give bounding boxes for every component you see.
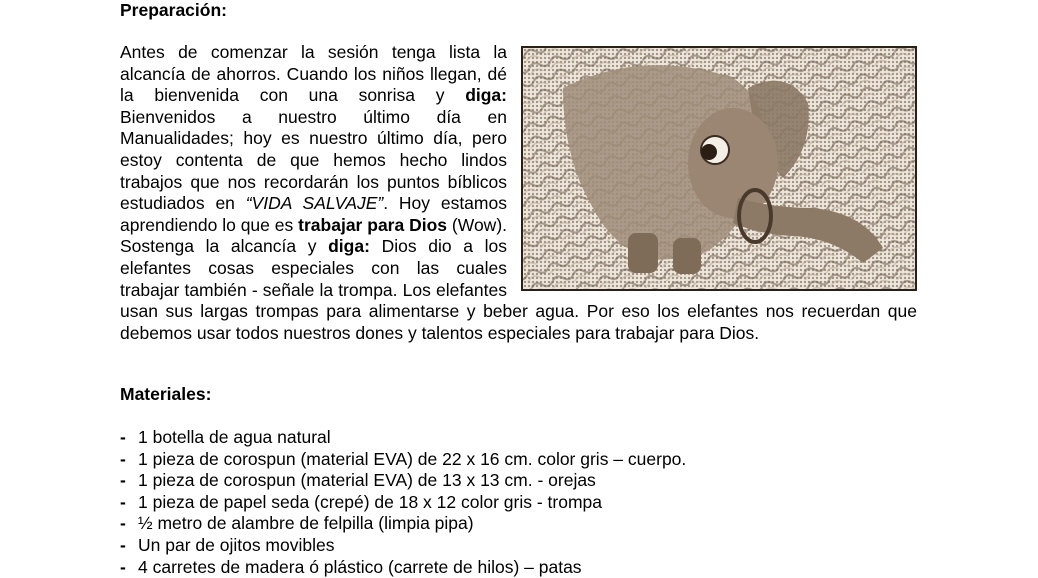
list-item xyxy=(120,427,686,449)
list-item-text: 1 botella de agua natural xyxy=(138,427,331,447)
list-item-text: ½ metro de alambre de felpilla (limpia pipa) xyxy=(138,513,474,534)
para-seg-italic: “VIDA SALVAJE” xyxy=(245,193,384,214)
list-bullet: - xyxy=(120,470,126,491)
preparacion-paragraph xyxy=(120,42,917,344)
materiales-list xyxy=(120,427,686,578)
para-seg: (Wow). Sostenga la alcancía y xyxy=(120,214,508,257)
para-seg: Dios dio a los elefantes cosas especiales con las cuales trabajar también - señale la trompa. Los elefantes usan sus largas trompas para alimentarse y beber agua. Por eso los elefantes nos recuerdan que debemos usar todos nuestros dones y talentos especiales para trabajar para Dios. xyxy=(120,236,917,343)
list-item xyxy=(120,513,686,535)
list-item-text: 1 pieza de corospun (material EVA) de 13 x 13 cm. - orejas xyxy=(138,470,596,491)
list-item-text: 1 pieza de papel seda (crepé) de 18 x 12 color gris - trompa xyxy=(138,491,603,512)
preparacion-heading: Preparación: xyxy=(120,0,227,20)
list-bullet: - xyxy=(120,427,126,447)
list-bullet: - xyxy=(120,513,126,534)
materiales-heading: Materiales: xyxy=(120,384,212,404)
para-seg: Bienvenidos a nuestro último día en Manualidades; hoy es nuestro último día, pero estoy contenta de que hemos hecho lindos trabajos que nos recordarán los puntos bíblicos estudiados en xyxy=(120,106,507,214)
elephant-bank-photo xyxy=(521,46,917,291)
list-item xyxy=(120,557,686,578)
list-item xyxy=(120,470,686,492)
para-seg-bold: diga: xyxy=(465,85,507,106)
para-seg: . Hoy estamos aprendiendo lo que es xyxy=(120,193,507,235)
list-bullet: - xyxy=(120,491,126,512)
list-bullet: - xyxy=(120,534,126,555)
list-item xyxy=(120,492,686,514)
list-item-text: 4 carretes de madera ó plástico (carrete de hilos) – patas xyxy=(138,556,582,577)
para-seg: Antes de comenzar la sesión tenga lista la alcancía de ahorros. Cuando los niños llegan, dé la bienvenida con una sonrisa y xyxy=(120,42,507,106)
list-item-text: 1 pieza de corospun (material EVA) de 22 x 16 cm. color gris – cuerpo. xyxy=(138,448,687,469)
list-bullet: - xyxy=(120,556,126,577)
list-item xyxy=(120,449,686,471)
list-item xyxy=(120,535,686,557)
list-bullet: - xyxy=(120,448,126,469)
list-item-text: Un par de ojitos movibles xyxy=(138,534,335,555)
para-seg-bold: trabajar para Dios xyxy=(298,214,448,235)
para-seg-bold: diga: xyxy=(328,236,370,257)
